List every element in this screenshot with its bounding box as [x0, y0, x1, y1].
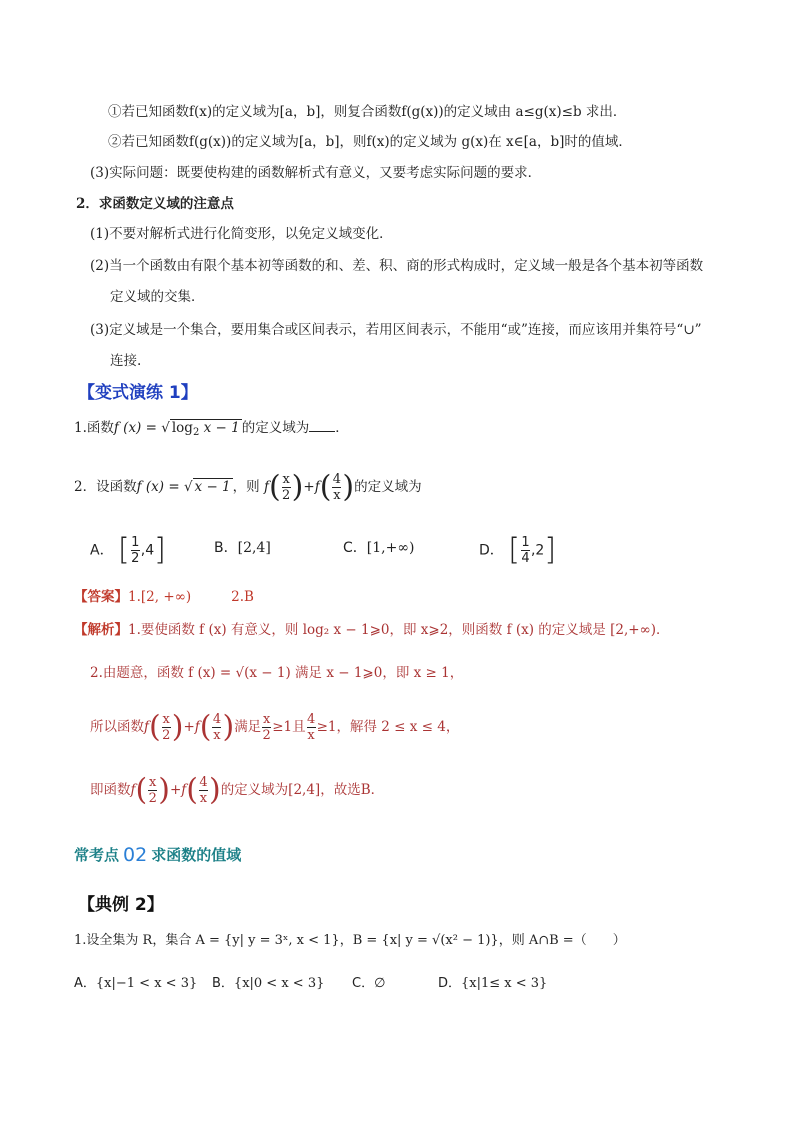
choice-b[interactable]: B．[2,4]: [214, 540, 271, 556]
exercise-1-q2: 2．设函数f (x) = √ x − 1 ，则 f( $\frac{x}{2}$ )+f( $\frac{4}{x}$ )的定义域为: [74, 469, 422, 505]
example-2-heading: 【典例 2】: [78, 895, 164, 915]
example-choice-c[interactable]: C．∅: [352, 976, 386, 991]
choice-d[interactable]: D． [ $\frac{1}{4}$ ,2]: [479, 532, 557, 568]
topic-2-heading: 常考点 02 求函数的值域: [74, 844, 242, 866]
rule-2: ②若已知函数f(g(x))的定义域为[a，b]，则f(x)的定义域为 g(x)在 x∈[a，b]时的值域．: [108, 134, 632, 150]
choice-a[interactable]: A． [ $\frac{1}{2}$ ,4]: [90, 532, 166, 568]
example-2-q1: 1.设全集为 R，集合 A = {y| y = 3ˣ, x < 1}，B = {x| y = √(x² − 1)}，则 A∩B =（ ）: [74, 933, 626, 948]
rule-3: (3)实际问题：既要使构建的函数解析式有意义，又要考虑实际问题的要求．: [90, 165, 542, 181]
section-2-item-2a: (2)当一个函数由有限个基本初等函数的和、差、积、商的形式构成时，定义域一般是各个基本初等函数: [90, 258, 704, 274]
exercise-1-heading: 【变式演练 1】: [78, 383, 198, 403]
section-2-item-3b: 连接.: [110, 353, 142, 369]
analysis-line-4: 即函数f( $\frac{x}{2}$ )+f( $\frac{4}{x}$ )的定义域为[2,4]，故选B．: [90, 772, 385, 808]
section-2-title: 2．求函数定义域的注意点: [76, 196, 234, 212]
answer-line: 【答案】1.[2, +∞) 2.B: [74, 589, 254, 605]
analysis-line-1: 【解析】1.要使函数 f (x) 有意义，则 log₂ x − 1⩾0，即 x⩾2，则函数 f (x) 的定义域是 [2,+∞)．: [74, 622, 670, 638]
analysis-line-3: 所以函数f( $\frac{x}{2}$ )+f( $\frac{4}{x}$ )满足 $\frac{x}{2}$ ≥1且 $\frac{4}{x}$ ≥1，解得 2 ≤ x ≤ 4，: [90, 709, 460, 745]
example-choice-b[interactable]: B．{x|0 < x < 3}: [212, 976, 325, 991]
section-2-item-2b: 定义域的交集．: [110, 289, 205, 305]
analysis-line-2: 2.由题意，函数 f (x) = √(x − 1) 满足 x − 1⩾0，即 x ≥ 1，: [90, 665, 464, 681]
choice-c[interactable]: C．[1,+∞): [343, 540, 415, 556]
exercise-1-q1: 1.函数f (x) = √ $\log_2 x - 1$ 的定义域为 ．: [74, 420, 349, 438]
example-choice-d[interactable]: D．{x|1≤ x < 3}: [438, 976, 548, 991]
example-choice-a[interactable]: A．{x|−1 < x < 3}: [74, 976, 198, 991]
rule-1: ①若已知函数f(x)的定义域为[a，b]，则复合函数f(g(x))的定义域由 a≤g(x)≤b 求出．: [108, 104, 627, 120]
section-2-item-1: (1)不要对解析式进行化简变形，以免定义域变化．: [90, 226, 393, 242]
section-2-item-3a: (3)定义域是一个集合，要用集合或区间表示，若用区间表示，不能用“或”连接，而应该用并集符号“∪”: [90, 322, 702, 338]
answer-blank: [309, 419, 335, 432]
